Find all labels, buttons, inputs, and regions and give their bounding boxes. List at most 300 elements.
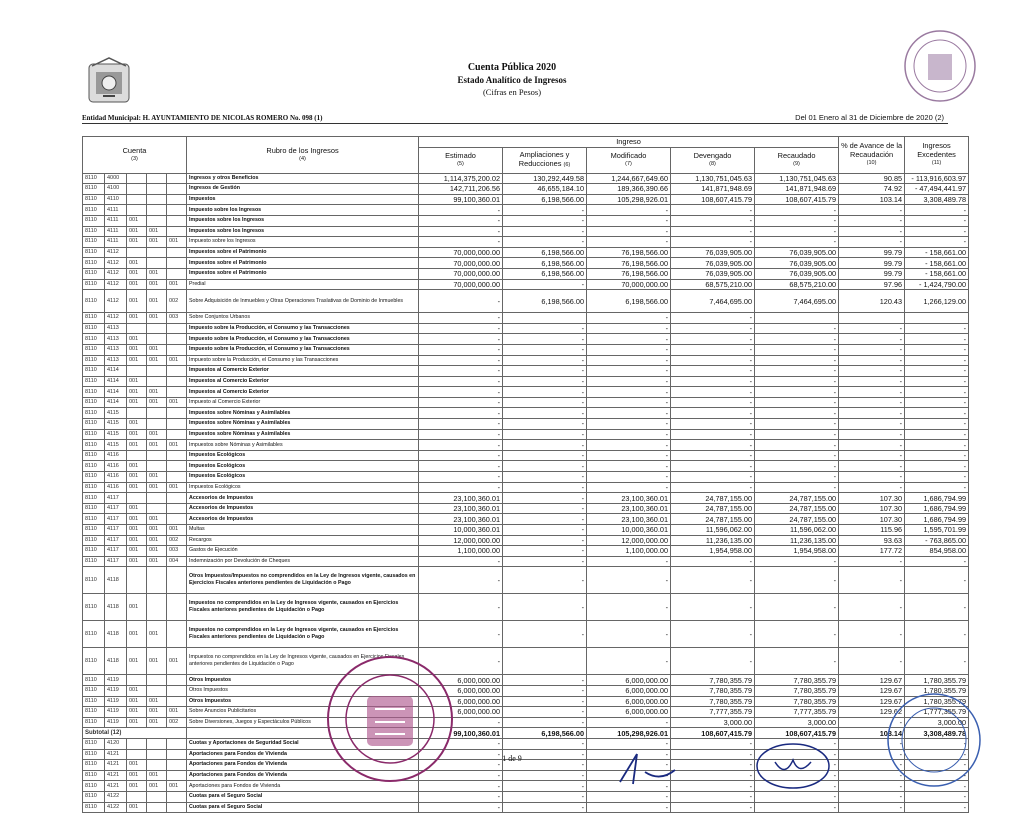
- cuenta-code-5: [167, 258, 187, 269]
- excedentes-cell: -: [905, 482, 969, 493]
- cuenta-code-5: 002: [167, 290, 187, 313]
- table-row: [83, 258, 969, 269]
- cuenta-code-3: 001: [127, 525, 147, 536]
- cuenta-code-4: 001: [147, 770, 167, 781]
- cuenta-code-2: 4122: [105, 791, 127, 802]
- table-row: [83, 675, 969, 686]
- cuenta-code-3: 001: [127, 215, 147, 226]
- cuenta-code-1: 8110: [83, 770, 105, 781]
- modificado-cell: -: [587, 313, 671, 324]
- avance-cell: -: [839, 749, 905, 760]
- rubro-cell: Impuestos sobre los Ingresos: [187, 215, 419, 226]
- estimado-cell: 99,100,360.01: [419, 728, 503, 739]
- rubro-cell: Recargos: [187, 535, 419, 546]
- avance-cell: -: [839, 334, 905, 345]
- cuenta-code-2: 4117: [105, 546, 127, 557]
- devengado-cell: -: [671, 770, 755, 781]
- rubro-cell: Gastos de Ejecución: [187, 546, 419, 557]
- cuenta-code-2: 4117: [105, 535, 127, 546]
- excedentes-cell: -: [905, 440, 969, 451]
- modificado-cell: -: [587, 419, 671, 430]
- cuenta-code-3: [127, 323, 147, 334]
- cuenta-code-2: 4112: [105, 313, 127, 324]
- estimado-cell: -: [419, 366, 503, 377]
- cuenta-code-5: 001: [167, 440, 187, 451]
- excedentes-cell: -: [905, 376, 969, 387]
- table-row: [83, 184, 969, 195]
- rubro-cell: Impuestos Ecológicos: [187, 450, 419, 461]
- cuenta-code-4: 001: [147, 344, 167, 355]
- avance-cell: 90.85: [839, 173, 905, 184]
- cuenta-code-5: [167, 366, 187, 377]
- rubro-cell: Impuesto sobre la Producción, el Consumo y las Transacciones: [187, 355, 419, 366]
- ampliaciones-cell: -: [503, 802, 587, 813]
- ampliaciones-cell: -: [503, 791, 587, 802]
- estimado-cell: -: [419, 334, 503, 345]
- recaudado-cell: -: [755, 648, 839, 675]
- recaudado-cell: 7,780,355.79: [755, 675, 839, 686]
- cuenta-code-3: 001: [127, 397, 147, 408]
- cuenta-code-2: 4111: [105, 215, 127, 226]
- subtotal-row: [83, 728, 969, 739]
- report-units: (Cifras en Pesos): [482, 87, 542, 97]
- avance-cell: -: [839, 355, 905, 366]
- cuenta-code-5: [167, 376, 187, 387]
- estimado-cell: -: [419, 387, 503, 398]
- cuenta-code-2: 4111: [105, 205, 127, 216]
- estimado-cell: 99,100,360.01: [419, 194, 503, 205]
- rubro-cell: Impuesto al Comercio Exterior: [187, 397, 419, 408]
- cuenta-code-5: 001: [167, 397, 187, 408]
- cuenta-code-1: 8110: [83, 226, 105, 237]
- recaudado-cell: -: [755, 472, 839, 483]
- ampliaciones-cell: [503, 313, 587, 324]
- cuenta-code-1: 8110: [83, 237, 105, 248]
- modificado-cell: -: [587, 461, 671, 472]
- cuenta-code-3: [127, 247, 147, 258]
- table-row: [83, 323, 969, 334]
- estimado-cell: -: [419, 770, 503, 781]
- rubro-cell: Otros Impuestos: [187, 696, 419, 707]
- rubro-cell: Otros Impuestos/Impuestos no comprendidos en la Ley de Ingresos vigente, causados en Ejercicios Fiscales anteriores pendientes de Liquidación o Pago: [187, 567, 419, 594]
- recaudado-cell: 76,039,905.00: [755, 258, 839, 269]
- estimado-cell: -: [419, 461, 503, 472]
- devengado-cell: -: [671, 594, 755, 621]
- modificado-cell: -: [587, 648, 671, 675]
- rubro-cell: Impuesto sobre la Producción, el Consumo y las Transacciones: [187, 334, 419, 345]
- cuenta-code-1: 8110: [83, 594, 105, 621]
- cuenta-code-1: 8110: [83, 503, 105, 514]
- recaudado-cell: -: [755, 323, 839, 334]
- recaudado-cell: -: [755, 344, 839, 355]
- rubro-cell: Sobre Diversiones, Juegos y Espectáculos Públicos: [187, 717, 419, 728]
- avance-cell: -: [839, 621, 905, 648]
- devengado-cell: 7,777,355.79: [671, 707, 755, 718]
- excedentes-cell: 1,686,794.99: [905, 514, 969, 525]
- table-row: [83, 429, 969, 440]
- cuenta-code-5: [167, 567, 187, 594]
- rubro-cell: Aportaciones para Fondos de Vivienda: [187, 770, 419, 781]
- cuenta-code-2: 4116: [105, 482, 127, 493]
- cuenta-code-5: [167, 594, 187, 621]
- excedentes-cell: 3,308,489.78: [905, 728, 969, 739]
- rubro-cell: Impuestos no comprendidos en la Ley de Ingresos vigente, causados en Ejercicios Fiscales anteriores pendientes de Liquidación o Pago: [187, 594, 419, 621]
- cuenta-code-5: 001: [167, 279, 187, 290]
- table-row: [83, 450, 969, 461]
- modificado-cell: -: [587, 472, 671, 483]
- excedentes-cell: - 47,494,441.97: [905, 184, 969, 195]
- ampliaciones-cell: -: [503, 226, 587, 237]
- cuenta-code-2: 4112: [105, 268, 127, 279]
- cuenta-code-2: 4000: [105, 173, 127, 184]
- recaudado-cell: -: [755, 226, 839, 237]
- modificado-cell: -: [587, 717, 671, 728]
- devengado-cell: -: [671, 408, 755, 419]
- table-row: [83, 802, 969, 813]
- recaudado-cell: 76,039,905.00: [755, 268, 839, 279]
- avance-cell: 129.67: [839, 675, 905, 686]
- table-row: [83, 205, 969, 216]
- modificado-cell: 23,100,360.01: [587, 514, 671, 525]
- entity-name: Entidad Municipal: H. AYUNTAMIENTO DE NICOLAS ROMERO No. 098 (1): [82, 114, 323, 122]
- cuenta-code-3: 001: [127, 648, 147, 675]
- avance-cell: -: [839, 770, 905, 781]
- avance-cell: -: [839, 567, 905, 594]
- cuenta-code-2: 4111: [105, 226, 127, 237]
- estimado-cell: -: [419, 594, 503, 621]
- income-analysis-table: [82, 136, 969, 813]
- recaudado-cell: -: [755, 440, 839, 451]
- devengado-cell: 76,039,905.00: [671, 268, 755, 279]
- ampliaciones-cell: -: [503, 717, 587, 728]
- avance-cell: -: [839, 226, 905, 237]
- avance-cell: -: [839, 205, 905, 216]
- cuenta-code-5: [167, 408, 187, 419]
- cuenta-code-4: 001: [147, 621, 167, 648]
- cuenta-code-1: 8110: [83, 408, 105, 419]
- cuenta-code-4: [147, 334, 167, 345]
- cuenta-code-4: [147, 173, 167, 184]
- ampliaciones-cell: -: [503, 355, 587, 366]
- ampliaciones-cell: -: [503, 696, 587, 707]
- estimado-cell: -: [419, 376, 503, 387]
- cuenta-code-3: 001: [127, 440, 147, 451]
- cuenta-code-4: 001: [147, 707, 167, 718]
- table-body: [83, 173, 969, 813]
- modificado-cell: 70,000,000.00: [587, 279, 671, 290]
- rubro-cell: Impuestos sobre los Ingresos: [187, 226, 419, 237]
- devengado-cell: 24,787,155.00: [671, 514, 755, 525]
- table-row: [83, 237, 969, 248]
- cuenta-code-1: 8110: [83, 247, 105, 258]
- modificado-cell: -: [587, 770, 671, 781]
- avance-cell: -: [839, 594, 905, 621]
- col-recaudado-header: Recaudado (9): [755, 147, 839, 173]
- rubro-cell: Impuestos al Comercio Exterior: [187, 376, 419, 387]
- excedentes-cell: 1,266,129.00: [905, 290, 969, 313]
- rubro-cell: Impuestos sobre Nóminas y Asimilables: [187, 440, 419, 451]
- recaudado-cell: 76,039,905.00: [755, 247, 839, 258]
- modificado-cell: 12,000,000.00: [587, 535, 671, 546]
- cuenta-code-2: 4119: [105, 696, 127, 707]
- excedentes-cell: 1,777,355.79: [905, 707, 969, 718]
- cuenta-code-5: 001: [167, 525, 187, 536]
- cuenta-code-2: 4118: [105, 567, 127, 594]
- cuenta-code-3: [127, 184, 147, 195]
- devengado-cell: -: [671, 482, 755, 493]
- modificado-cell: -: [587, 802, 671, 813]
- table-row: [83, 503, 969, 514]
- excedentes-cell: 854,958.00: [905, 546, 969, 557]
- rubro-cell: Cuotas para el Seguro Social: [187, 802, 419, 813]
- cuenta-code-4: 001: [147, 268, 167, 279]
- ampliaciones-cell: -: [503, 279, 587, 290]
- devengado-cell: 108,607,415.79: [671, 728, 755, 739]
- avance-cell: -: [839, 760, 905, 771]
- excedentes-cell: -: [905, 237, 969, 248]
- cuenta-code-1: 8110: [83, 675, 105, 686]
- recaudado-cell: -: [755, 760, 839, 771]
- table-row: [83, 440, 969, 451]
- cuenta-code-2: 4118: [105, 648, 127, 675]
- estimado-cell: -: [419, 802, 503, 813]
- avance-cell: 99.79: [839, 247, 905, 258]
- modificado-cell: -: [587, 621, 671, 648]
- modificado-cell: -: [587, 387, 671, 398]
- rubro-cell: Impuestos Ecológicos: [187, 472, 419, 483]
- ampliaciones-cell: -: [503, 525, 587, 536]
- excedentes-cell: -: [905, 781, 969, 792]
- cuenta-code-4: 001: [147, 514, 167, 525]
- cuenta-code-4: 001: [147, 546, 167, 557]
- modificado-cell: -: [587, 791, 671, 802]
- rubro-cell: Sobre Adquisición de Inmuebles y Otras Operaciones Traslativas de Dominio de Inmuebles: [187, 290, 419, 313]
- cuenta-code-5: [167, 344, 187, 355]
- cuenta-code-4: [147, 738, 167, 749]
- excedentes-cell: -: [905, 387, 969, 398]
- table-row: [83, 621, 969, 648]
- excedentes-cell: - 158,661.00: [905, 258, 969, 269]
- estimado-cell: -: [419, 760, 503, 771]
- avance-cell: 74.92: [839, 184, 905, 195]
- cuenta-code-1: 8110: [83, 450, 105, 461]
- cuenta-code-5: [167, 226, 187, 237]
- excedentes-cell: -: [905, 770, 969, 781]
- cuenta-code-1: 8110: [83, 440, 105, 451]
- estimado-cell: -: [419, 749, 503, 760]
- ampliaciones-cell: -: [503, 472, 587, 483]
- cuenta-code-2: 4116: [105, 472, 127, 483]
- devengado-cell: -: [671, 461, 755, 472]
- cuenta-code-2: 4121: [105, 770, 127, 781]
- cuenta-code-2: 4121: [105, 781, 127, 792]
- recaudado-cell: 11,236,135.00: [755, 535, 839, 546]
- excedentes-cell: -: [905, 323, 969, 334]
- recaudado-cell: 68,575,210.00: [755, 279, 839, 290]
- devengado-cell: 1,130,751,045.63: [671, 173, 755, 184]
- cuenta-code-2: 4117: [105, 556, 127, 567]
- excedentes-cell: 1,780,355.79: [905, 696, 969, 707]
- recaudado-cell: -: [755, 215, 839, 226]
- cuenta-code-1: 8110: [83, 194, 105, 205]
- col-avance-header: % de Avance de la Recaudación (10): [839, 137, 905, 174]
- estimado-cell: 1,114,375,200.02: [419, 173, 503, 184]
- cuenta-code-3: 001: [127, 355, 147, 366]
- excedentes-cell: -: [905, 567, 969, 594]
- estimado-cell: 70,000,000.00: [419, 258, 503, 269]
- devengado-cell: 68,575,210.00: [671, 279, 755, 290]
- cuenta-code-3: [127, 450, 147, 461]
- rubro-cell: Impuestos sobre el Patrimonio: [187, 268, 419, 279]
- cuenta-code-4: 001: [147, 648, 167, 675]
- ampliaciones-cell: -: [503, 567, 587, 594]
- cuenta-code-5: 001: [167, 707, 187, 718]
- recaudado-cell: 108,607,415.79: [755, 728, 839, 739]
- modificado-cell: 1,100,000.00: [587, 546, 671, 557]
- ampliaciones-cell: -: [503, 205, 587, 216]
- rubro-cell: Impuestos sobre el Patrimonio: [187, 258, 419, 269]
- excedentes-cell: -: [905, 334, 969, 345]
- recaudado-cell: -: [755, 621, 839, 648]
- excedentes-cell: -: [905, 215, 969, 226]
- modificado-cell: -: [587, 344, 671, 355]
- cuenta-code-3: 001: [127, 781, 147, 792]
- estimado-cell: -: [419, 429, 503, 440]
- modificado-cell: 189,366,390.66: [587, 184, 671, 195]
- ampliaciones-cell: -: [503, 482, 587, 493]
- estimado-cell: 12,000,000.00: [419, 535, 503, 546]
- cuenta-code-5: 002: [167, 717, 187, 728]
- ampliaciones-cell: -: [503, 535, 587, 546]
- avance-cell: 97.96: [839, 279, 905, 290]
- devengado-cell: -: [671, 749, 755, 760]
- cuenta-code-3: [127, 675, 147, 686]
- ampliaciones-cell: -: [503, 237, 587, 248]
- report-period: Del 01 Enero al 31 de Diciembre de 2020 (2): [795, 113, 944, 122]
- excedentes-cell: 1,595,701.99: [905, 525, 969, 536]
- excedentes-cell: -: [905, 760, 969, 771]
- estimado-cell: -: [419, 237, 503, 248]
- devengado-cell: -: [671, 387, 755, 398]
- excedentes-cell: - 158,661.00: [905, 268, 969, 279]
- rubro-cell: Sobre Anuncios Publicitarios: [187, 707, 419, 718]
- estimado-cell: 23,100,360.01: [419, 493, 503, 504]
- devengado-cell: -: [671, 397, 755, 408]
- cuenta-code-2: 4115: [105, 429, 127, 440]
- cuenta-code-2: 4117: [105, 525, 127, 536]
- estimado-cell: -: [419, 397, 503, 408]
- ampliaciones-cell: -: [503, 323, 587, 334]
- rubro-cell: Impuestos sobre Nóminas y Asimilables: [187, 429, 419, 440]
- cuenta-code-3: [127, 791, 147, 802]
- cuenta-code-2: 4113: [105, 334, 127, 345]
- estimado-cell: -: [419, 717, 503, 728]
- table-row: [83, 482, 969, 493]
- estimado-cell: -: [419, 621, 503, 648]
- estimado-cell: -: [419, 738, 503, 749]
- recaudado-cell: -: [755, 770, 839, 781]
- cuenta-code-1: 8110: [83, 173, 105, 184]
- ampliaciones-cell: -: [503, 397, 587, 408]
- cuenta-code-1: 8110: [83, 397, 105, 408]
- devengado-cell: 108,607,415.79: [671, 194, 755, 205]
- cuenta-code-5: 001: [167, 648, 187, 675]
- cuenta-code-5: [167, 685, 187, 696]
- recaudado-cell: -: [755, 429, 839, 440]
- modificado-cell: -: [587, 226, 671, 237]
- cuenta-code-1: 8110: [83, 556, 105, 567]
- page-number: 1 de 9: [502, 754, 522, 763]
- cuenta-code-4: [147, 323, 167, 334]
- estimado-cell: -: [419, 419, 503, 430]
- avance-cell: -: [839, 387, 905, 398]
- excedentes-cell: -: [905, 621, 969, 648]
- cuenta-code-5: 003: [167, 313, 187, 324]
- table-row: [83, 387, 969, 398]
- modificado-cell: -: [587, 408, 671, 419]
- modificado-cell: -: [587, 397, 671, 408]
- cuenta-code-4: 001: [147, 472, 167, 483]
- cuenta-code-3: 001: [127, 770, 147, 781]
- devengado-cell: -: [671, 205, 755, 216]
- signature-image: [615, 742, 845, 790]
- ampliaciones-cell: -: [503, 408, 587, 419]
- table-row: [83, 215, 969, 226]
- devengado-cell: -: [671, 556, 755, 567]
- excedentes-cell: -: [905, 556, 969, 567]
- cuenta-code-1: 8110: [83, 279, 105, 290]
- cuenta-code-1: 8110: [83, 205, 105, 216]
- rubro-cell: Impuesto sobre los Ingresos: [187, 205, 419, 216]
- recaudado-cell: 108,607,415.79: [755, 194, 839, 205]
- cuenta-code-5: [167, 419, 187, 430]
- col-modificado-header: Modificado (7): [587, 147, 671, 173]
- estimado-cell: 70,000,000.00: [419, 247, 503, 258]
- cuenta-code-1: 8110: [83, 429, 105, 440]
- avance-cell: 103.14: [839, 728, 905, 739]
- cuenta-code-1: 8110: [83, 685, 105, 696]
- cuenta-code-2: 4119: [105, 707, 127, 718]
- cuenta-code-3: 001: [127, 696, 147, 707]
- estimado-cell: -: [419, 482, 503, 493]
- estimado-cell: 70,000,000.00: [419, 268, 503, 279]
- rubro-cell: Impuestos al Comercio Exterior: [187, 366, 419, 377]
- col-cuenta-header: Cuenta (3): [83, 137, 187, 174]
- cuenta-code-3: 001: [127, 376, 147, 387]
- treasury-stamp-image: [902, 28, 978, 104]
- ampliaciones-cell: -: [503, 461, 587, 472]
- rubro-cell: Impuestos: [187, 194, 419, 205]
- modificado-cell: 6,000,000.00: [587, 685, 671, 696]
- avance-cell: 129.62: [839, 707, 905, 718]
- recaudado-cell: -: [755, 376, 839, 387]
- cuenta-code-4: 001: [147, 290, 167, 313]
- avance-cell: 129.67: [839, 685, 905, 696]
- devengado-cell: 24,787,155.00: [671, 493, 755, 504]
- cuenta-code-4: 001: [147, 355, 167, 366]
- modificado-cell: -: [587, 450, 671, 461]
- excedentes-cell: - 113,916,603.97: [905, 173, 969, 184]
- cuenta-code-4: [147, 247, 167, 258]
- rubro-cell: Accesorios de Impuestos: [187, 514, 419, 525]
- blue-seal-image: [882, 688, 986, 788]
- cuenta-code-2: 4116: [105, 450, 127, 461]
- cuenta-code-3: [127, 366, 147, 377]
- estimado-cell: -: [419, 313, 503, 324]
- recaudado-cell: -: [755, 791, 839, 802]
- recaudado-cell: -: [755, 419, 839, 430]
- devengado-cell: 3,000.00: [671, 717, 755, 728]
